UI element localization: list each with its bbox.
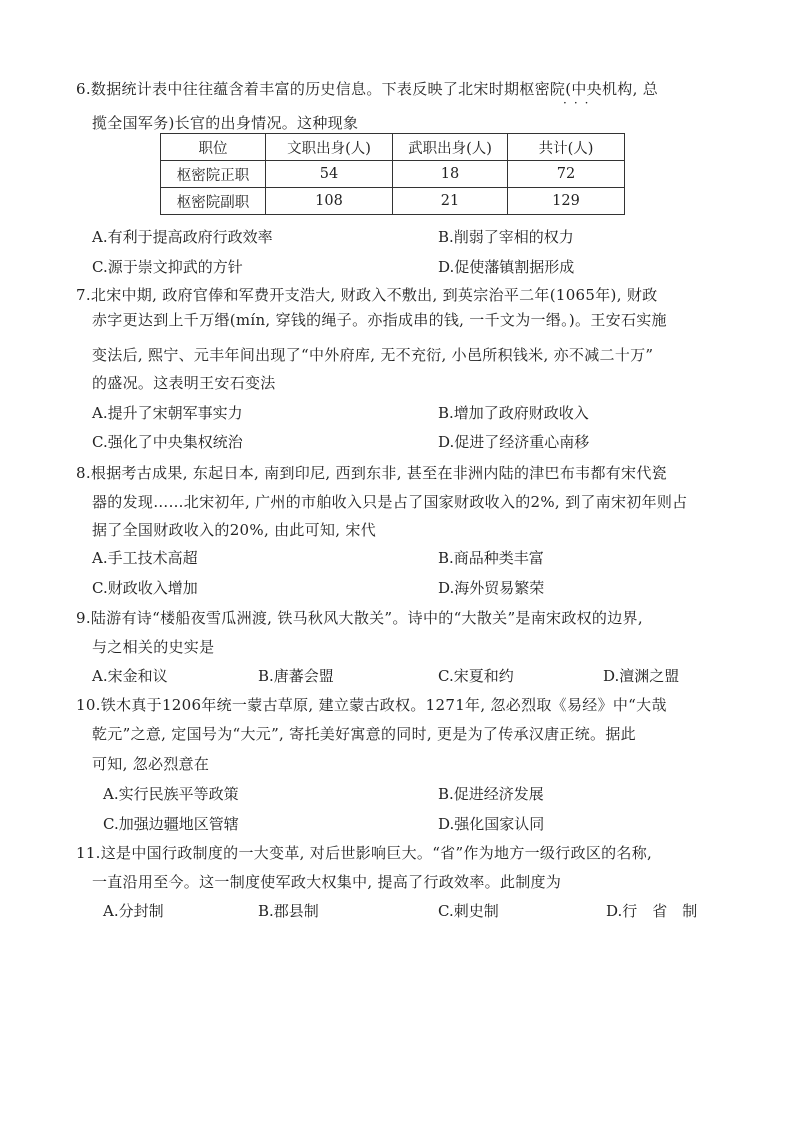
q8-stem-line2: 器的发现……北宋初年, 广州的市舶收入只是占了国家财政收入的2%, 到了南宋初年则占 — [92, 493, 688, 511]
table-cell: 21 — [393, 188, 508, 215]
q11-option-b[interactable]: B.郡县制 — [258, 902, 319, 920]
q11-option-d[interactable]: D.行 省 制 — [606, 902, 698, 920]
q8-option-b[interactable]: B.商品种类丰富 — [438, 549, 544, 567]
table-header-row — [161, 134, 625, 161]
table-cell: 129 — [508, 188, 625, 215]
q6-option-d[interactable]: D.促使藩镇割据形成 — [438, 258, 575, 276]
q8-option-c[interactable]: C.财政收入增加 — [92, 579, 198, 597]
q7-option-c[interactable]: C.强化了中央集权统治 — [92, 433, 243, 451]
q7-option-b[interactable]: B.增加了政府财政收入 — [438, 404, 589, 422]
q8-option-d[interactable]: D.海外贸易繁荣 — [438, 579, 545, 597]
q9-stem-line2: 与之相关的史实是 — [92, 638, 215, 656]
q7-stem-line2: 赤字更达到上千万缗(mín, 穿钱的绳子。亦指成串的钱, 一千文为一缗。)。王安石实施 — [92, 311, 667, 329]
q9-stem-line1: 9.陆游有诗“楼船夜雪瓜洲渡, 铁马秋风大散关”。诗中的“大散关”是南宋政权的边界, — [76, 609, 643, 627]
table-header-cell: 职位 — [161, 134, 266, 161]
table-cell: 54 — [266, 161, 393, 188]
table-header-cell: 武职出身(人) — [393, 134, 508, 161]
q6-stem-line1: 6.数据统计表中往往蕴含着丰富的历史信息。下表反映了北宋时期枢密院(中央机构, 总 — [76, 80, 659, 98]
q10-stem-line1: 10.铁木真于1206年统一蒙古草原, 建立蒙古政权。1271年, 忽必烈取《易经》中“大哉 — [76, 696, 667, 714]
q6-stats-table — [160, 133, 625, 215]
q8-option-a[interactable]: A.手工技术高超 — [92, 549, 198, 567]
q9-option-b[interactable]: B.唐蕃会盟 — [258, 667, 334, 685]
table-row — [161, 188, 625, 215]
q6-option-b[interactable]: B.削弱了宰相的权力 — [438, 228, 574, 246]
q6-stem-line2: 揽全国军务)长官的出身情况。这种现象 — [92, 114, 359, 132]
q7-option-d[interactable]: D.促进了经济重心南移 — [438, 433, 590, 451]
q10-option-b[interactable]: B.促进经济发展 — [438, 785, 544, 803]
q11-stem-line2: 一直沿用至今。这一制度使军政大权集中, 提高了行政效率。此制度为 — [92, 873, 562, 891]
q11-option-a[interactable]: A.分封制 — [103, 902, 164, 920]
q10-option-a[interactable]: A.实行民族平等政策 — [103, 785, 239, 803]
q8-stem-line3: 据了全国财政收入的20%, 由此可知, 宋代 — [92, 521, 377, 539]
q9-option-d[interactable]: D.澶渊之盟 — [603, 667, 680, 685]
q6-emphasis-dots: ··· — [563, 96, 596, 110]
table-row — [161, 161, 625, 188]
table-cell: 108 — [266, 188, 393, 215]
q10-stem-line3: 可知, 忽必烈意在 — [92, 755, 210, 773]
table-cell: 18 — [393, 161, 508, 188]
table-cell: 枢密院副职 — [161, 188, 266, 215]
q8-stem-line1: 8.根据考古成果, 东起日本, 南到印尼, 西到东非, 甚至在非洲内陆的津巴布韦都有宋代瓷 — [76, 464, 667, 482]
q7-stem-line3: 变法后, 熙宁、元丰年间出现了“中外府库, 无不充衍, 小邑所积钱米, 亦不减二十万” — [92, 346, 654, 364]
q11-option-c[interactable]: C.刺史制 — [438, 902, 499, 920]
q11-stem-line1: 11.这是中国行政制度的一大变革, 对后世影响巨大。“省”作为地方一级行政区的名称, — [76, 844, 653, 862]
q6-option-a[interactable]: A.有利于提高政府行政效率 — [92, 228, 273, 246]
table-header-cell: 共计(人) — [508, 134, 625, 161]
table-cell: 枢密院正职 — [161, 161, 266, 188]
q10-option-c[interactable]: C.加强边疆地区管辖 — [103, 815, 239, 833]
q10-option-d[interactable]: D.强化国家认同 — [438, 815, 545, 833]
q7-stem-line4: 的盛况。这表明王安石变法 — [92, 374, 276, 392]
q9-option-c[interactable]: C.宋夏和约 — [438, 667, 514, 685]
q7-option-a[interactable]: A.提升了宋朝军事实力 — [92, 404, 243, 422]
q6-option-c[interactable]: C.源于崇文抑武的方针 — [92, 258, 243, 276]
q7-stem-line1: 7.北宋中期, 政府官俸和军费开支浩大, 财政入不敷出, 到英宗治平二年(1065年), 财政 — [76, 286, 658, 304]
q9-option-a[interactable]: A.宋金和议 — [92, 667, 168, 685]
table-cell: 72 — [508, 161, 625, 188]
q10-stem-line2: 乾元”之意, 定国号为“大元”, 寄托美好寓意的同时, 更是为了传承汉唐正统。据此 — [92, 725, 636, 743]
table-header-cell: 文职出身(人) — [266, 134, 393, 161]
